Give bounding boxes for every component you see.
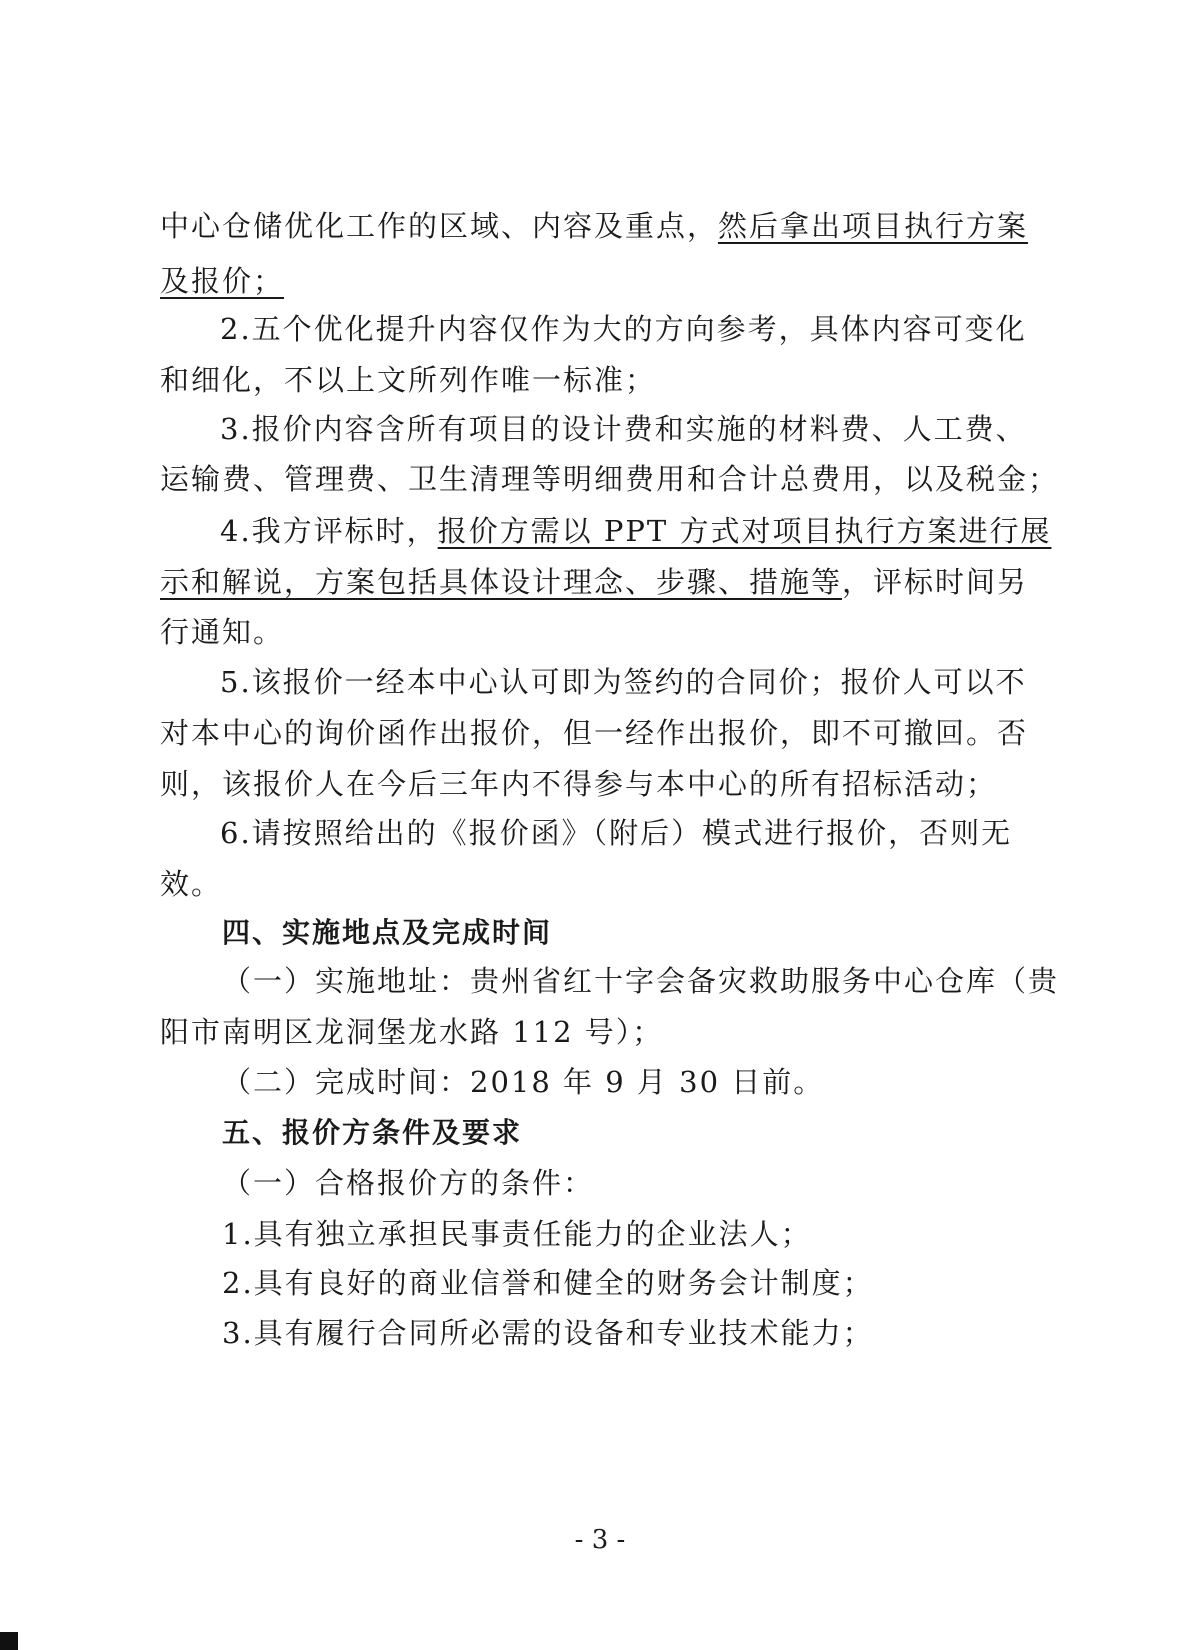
text-line: 5.该报价一经本中心认可即为签约的合同价；报价人可以不 [220,665,1027,699]
text-line: （一）实施地址：贵州省红十字会备灾救助服务中心仓库（贵 [222,964,1060,998]
text-line: 4.我方评标时，报价方需以 PPT 方式对项目执行方案进行展 [220,514,1052,548]
underlined-text: 报价方需以 PPT 方式对项目执行方案进行展 [437,514,1052,548]
text-line [160,261,284,301]
text-line: 2.具有良好的商业信誉和健全的财务会计制度； [222,1266,874,1300]
page-number: - 3 - [574,1525,626,1555]
text-line: 则，该报价人在今后三年内不得参与本中心的所有招标活动； [160,767,998,801]
scan-edge-mark [0,1632,18,1650]
section-heading: 五、报价方条件及要求 [222,1116,523,1149]
text-line: （二）完成时间：2018 年 9 月 30 日前。 [222,1065,825,1099]
text-line: 运输费、管理费、卫生清理等明细费用和合计总费用，以及税金； [160,462,1060,496]
text-line: 对本中心的询价函作出报价，但一经作出报价，即不可撤回。否 [160,716,1029,750]
text-line: 中心仓储优化工作的区域、内容及重点，然后拿出项目执行方案 [160,209,1029,243]
text-line: 3.具有履行合同所必需的设备和专业技术能力； [222,1316,874,1350]
text-line: 阳市南明区龙洞堡龙水路 112 号）； [160,1015,664,1049]
text-line: 2.五个优化提升内容仅作为大的方向参考，具体内容可变化 [220,312,1027,346]
text-line: 1.具有独立承担民事责任能力的企业法人； [222,1217,812,1251]
text-line: 6.请按照给出的《报价函》（附后）模式进行报价，否则无 [220,816,1013,850]
underlined-text: 示和解说，方案包括具体设计理念、步骤、措施等 [160,565,843,599]
text-line: 效。 [160,867,223,901]
underlined-text: 及报价； [160,264,285,298]
text-line: 3.报价内容含所有项目的设计费和实施的材料费、人工费、 [220,412,1027,446]
text-line: 示和解说，方案包括具体设计理念、步骤、措施等，评标时间另 [160,565,1029,599]
section-heading: 四、实施地点及完成时间 [222,916,553,949]
text-line: 行通知。 [160,615,285,649]
underlined-text: 然后拿出项目执行方案 [718,209,1029,243]
text-line: 和细化，不以上文所列作唯一标准； [160,363,657,397]
text-line: （一）合格报价方的条件： [222,1166,595,1200]
